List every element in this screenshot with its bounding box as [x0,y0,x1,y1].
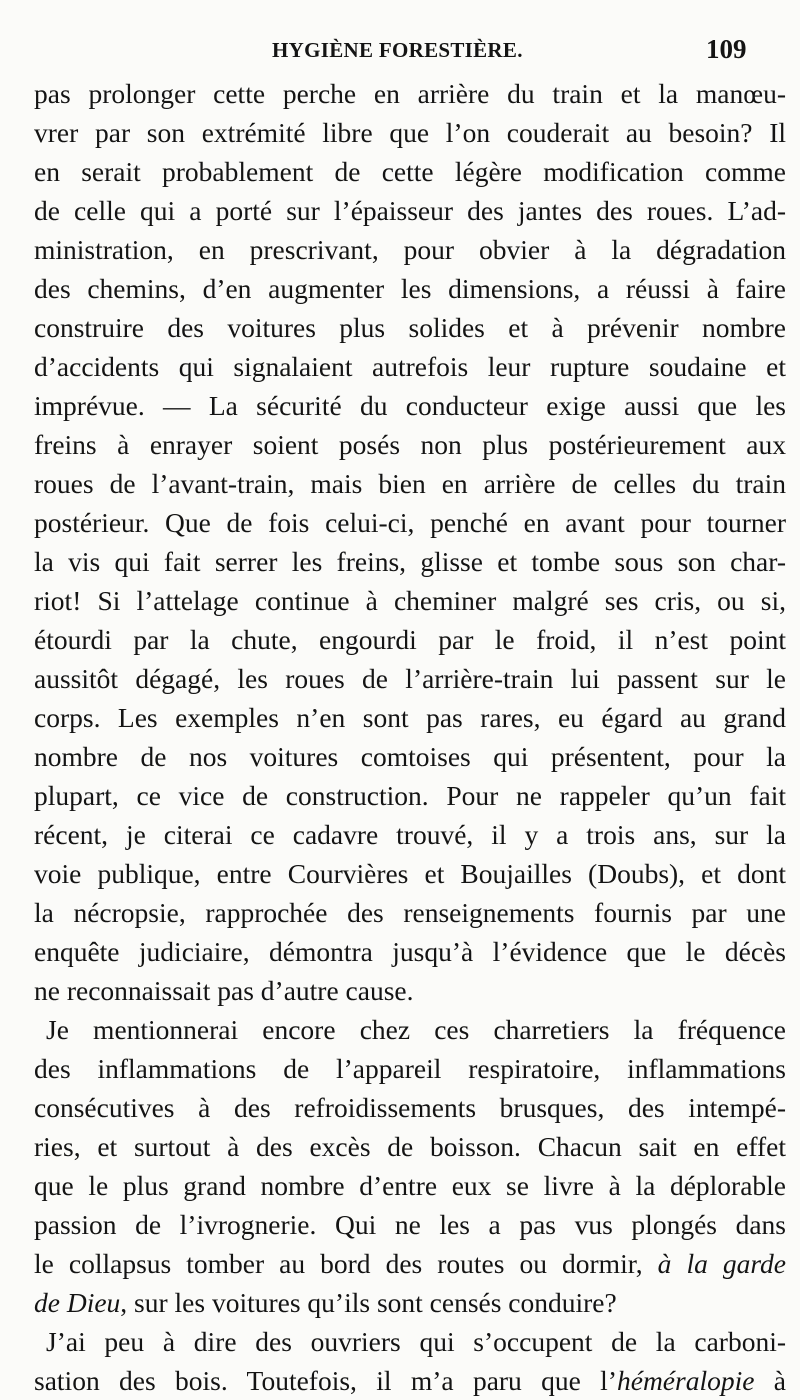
text-line-5: ministration, en prescrivant, pour obvier à la dégradation [34,234,786,265]
text-line-27: consécutives à des refroidissements brusques, des intempé- [34,1092,786,1123]
text-line-3: en serait probablement de cette légère modification comme [34,156,786,187]
text-line-12: postérieur. Que de fois celui-ci, penché en avant pour tourner [34,507,786,538]
text-line-8: d’accidents qui signalaient autrefois leur rupture soudaine et [34,351,786,382]
text-line-33: J’ai peu à dire des ouvriers qui s’occupent de la carboni- [46,1326,786,1357]
text-line-4: de celle qui a porté sur l’épaisseur des jantes des roues. L’ad- [34,195,786,226]
text-line-30: passion de l’ivrognerie. Qui ne les a pas vus plongés dans [34,1209,786,1240]
text-line-31-italic: à la garde [657,1248,787,1279]
text-line-31 [34,1244,786,1283]
text-line-34 [34,1361,786,1400]
text-line-17: corps. Les exemples n’en sont pas rares, eu égard au grand [34,702,786,733]
text-line-34-tail: à [754,1365,786,1396]
text-line-34-italic: héméralopie [616,1365,755,1396]
text-line-32 [34,1283,786,1322]
page-body [34,74,786,1400]
text-line-34-roman: sation des bois. Toutefois, il m’a paru que l’ [34,1365,617,1396]
text-line-11: roues de l’avant-train, mais bien en arrière de celles du train [34,468,786,499]
page-header [0,22,800,66]
text-line-24: ne reconnaissait pas d’autre cause. [34,975,414,1006]
text-line-15: étourdi par la chute, engourdi par le froid, il n’est point [34,624,786,655]
text-line-32-roman: , sur les voitures qu’ils sont censés conduire? [120,1287,617,1318]
text-line-26: des inflammations de l’appareil respiratoire, inflammations [34,1053,786,1084]
text-line-19: plupart, ce vice de construction. Pour ne rappeler qu’un fait [34,780,786,811]
page-number: 109 [706,34,747,64]
text-line-2: vrer par son extrémité libre que l’on couderait au besoin? Il [34,117,786,148]
text-line-18: nombre de nos voitures comtoises qui présentent, pour la [34,741,786,772]
text-line-25: Je mentionnerai encore chez ces charretiers la fréquence [46,1014,786,1045]
text-line-22: la nécropsie, rapprochée des renseignements fournis par une [34,897,786,928]
running-title: HYGIÈNE FORESTIÈRE. [272,38,523,62]
text-line-7: construire des voitures plus solides et à prévenir nombre [34,312,786,343]
text-line-16: aussitôt dégagé, les roues de l’arrière-train lui passent sur le [34,663,786,694]
text-line-29: que le plus grand nombre d’entre eux se livre à la déplorable [34,1170,786,1201]
text-line-1: pas prolonger cette perche en arrière du train et la manœu- [34,78,786,109]
text-line-10: freins à enrayer soient posés non plus postérieurement aux [34,429,786,460]
text-line-14: riot! Si l’attelage continue à cheminer malgré ses cris, ou si, [34,585,786,616]
text-line-20: récent, je citerai ce cadavre trouvé, il y a trois ans, sur la [34,819,786,850]
text-line-28: ries, et surtout à des excès de boisson. Chacun sait en effet [34,1131,786,1162]
text-line-32-italic: de Dieu [34,1287,121,1318]
text-line-13: la vis qui fait serrer les freins, glisse et tombe sous son char- [34,546,786,577]
text-line-31-roman: le collapsus tomber au bord des routes ou dormir, [34,1248,658,1279]
text-line-23: enquête judiciaire, démontra jusqu’à l’évidence que le décès [34,936,786,967]
text-line-6: des chemins, d’en augmenter les dimensions, a réussi à faire [34,273,786,304]
text-line-9: imprévue. — La sécurité du conducteur exige aussi que les [34,390,786,421]
text-line-21: voie publique, entre Courvières et Boujailles (Doubs), et dont [34,858,786,889]
